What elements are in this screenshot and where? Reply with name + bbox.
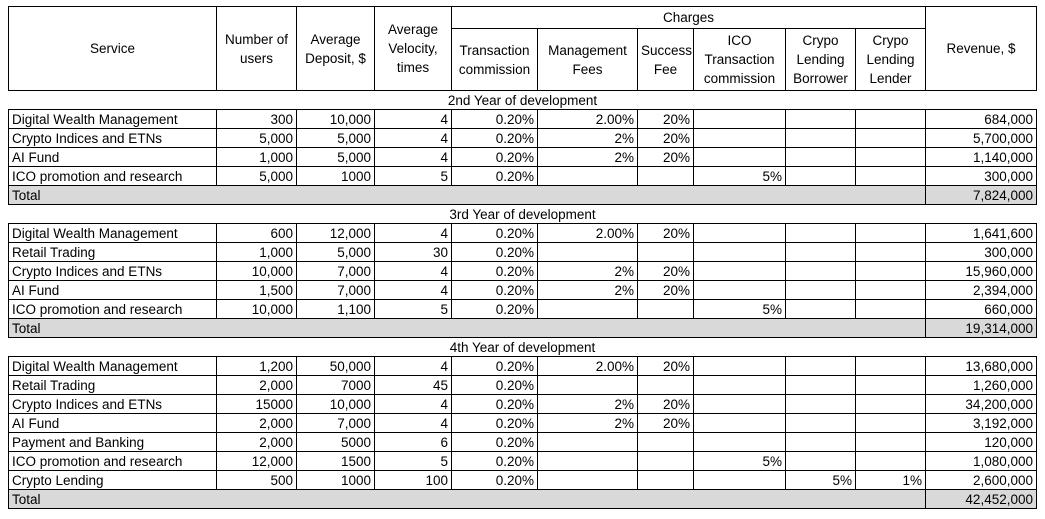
cell-success bbox=[638, 300, 694, 319]
table-row bbox=[9, 167, 1037, 186]
cell-borrower bbox=[786, 110, 856, 129]
cell-revenue: 1,260,000 bbox=[926, 376, 1037, 395]
cell-lender: 1% bbox=[856, 471, 926, 490]
cell-lender bbox=[856, 452, 926, 471]
cell-borrower bbox=[786, 357, 856, 376]
cell-deposit: 50,000 bbox=[297, 357, 375, 376]
table-header bbox=[9, 7, 1037, 91]
cell-deposit: 5,000 bbox=[297, 148, 375, 167]
cell-users: 1,000 bbox=[217, 148, 297, 167]
cell-ico bbox=[694, 224, 786, 243]
cell-revenue: 34,200,000 bbox=[926, 395, 1037, 414]
header-success: Success Fee bbox=[638, 29, 694, 91]
total-row bbox=[9, 319, 1037, 338]
cell-ico bbox=[694, 376, 786, 395]
cell-borrower bbox=[786, 167, 856, 186]
cell-velocity: 6 bbox=[375, 433, 452, 452]
cell-users: 2,000 bbox=[217, 376, 297, 395]
cell-revenue: 2,600,000 bbox=[926, 471, 1037, 490]
total-spacer bbox=[217, 186, 926, 205]
cell-borrower bbox=[786, 395, 856, 414]
cell-success: 20% bbox=[638, 110, 694, 129]
cell-deposit: 5000 bbox=[297, 433, 375, 452]
cell-revenue: 2,394,000 bbox=[926, 281, 1037, 300]
cell-lender bbox=[856, 300, 926, 319]
cell-deposit: 7,000 bbox=[297, 414, 375, 433]
table-row bbox=[9, 129, 1037, 148]
cell-revenue: 15,960,000 bbox=[926, 262, 1037, 281]
cell-velocity: 4 bbox=[375, 224, 452, 243]
cell-velocity: 5 bbox=[375, 300, 452, 319]
cell-success bbox=[638, 243, 694, 262]
cell-deposit: 5,000 bbox=[297, 243, 375, 262]
cell-transaction: 0.20% bbox=[452, 395, 538, 414]
cell-service: Digital Wealth Management bbox=[9, 357, 217, 376]
cell-success: 20% bbox=[638, 129, 694, 148]
header-service: Service bbox=[9, 7, 217, 91]
total-label: Total bbox=[9, 186, 217, 205]
cell-success bbox=[638, 452, 694, 471]
cell-velocity: 5 bbox=[375, 452, 452, 471]
cell-users: 10,000 bbox=[217, 262, 297, 281]
total-row bbox=[9, 490, 1037, 509]
table-row bbox=[9, 471, 1037, 490]
cell-users: 300 bbox=[217, 110, 297, 129]
cell-service: Crypto Lending bbox=[9, 471, 217, 490]
cell-transaction: 0.20% bbox=[452, 452, 538, 471]
cell-ico: 5% bbox=[694, 300, 786, 319]
cell-deposit: 7000 bbox=[297, 376, 375, 395]
cell-lender bbox=[856, 281, 926, 300]
cell-management: 2% bbox=[538, 148, 638, 167]
cell-borrower bbox=[786, 452, 856, 471]
cell-transaction: 0.20% bbox=[452, 167, 538, 186]
cell-deposit: 1000 bbox=[297, 471, 375, 490]
table-row bbox=[9, 281, 1037, 300]
cell-velocity: 4 bbox=[375, 129, 452, 148]
cell-lender bbox=[856, 414, 926, 433]
cell-service: ICO promotion and research bbox=[9, 167, 217, 186]
cell-deposit: 5,000 bbox=[297, 129, 375, 148]
cell-lender bbox=[856, 110, 926, 129]
cell-ico: 5% bbox=[694, 167, 786, 186]
header-deposit: Average Deposit, $ bbox=[297, 7, 375, 91]
cell-service: AI Fund bbox=[9, 148, 217, 167]
cell-revenue: 120,000 bbox=[926, 433, 1037, 452]
cell-management bbox=[538, 243, 638, 262]
cell-revenue: 300,000 bbox=[926, 243, 1037, 262]
section-title: 2nd Year of development bbox=[9, 91, 1037, 110]
header-management: Management Fees bbox=[538, 29, 638, 91]
cell-success: 20% bbox=[638, 262, 694, 281]
cell-lender bbox=[856, 243, 926, 262]
header-velocity: Average Velocity, times bbox=[375, 7, 452, 91]
cell-management: 2% bbox=[538, 281, 638, 300]
cell-borrower bbox=[786, 148, 856, 167]
cell-users: 2,000 bbox=[217, 414, 297, 433]
cell-borrower bbox=[786, 243, 856, 262]
cell-management: 2.00% bbox=[538, 224, 638, 243]
cell-borrower bbox=[786, 376, 856, 395]
cell-success: 20% bbox=[638, 414, 694, 433]
total-value: 19,314,000 bbox=[926, 319, 1037, 338]
section-title: 3rd Year of development bbox=[9, 205, 1037, 224]
cell-ico bbox=[694, 357, 786, 376]
cell-velocity: 4 bbox=[375, 262, 452, 281]
cell-management bbox=[538, 300, 638, 319]
total-label: Total bbox=[9, 490, 217, 509]
table-body bbox=[9, 91, 1037, 509]
cell-velocity: 45 bbox=[375, 376, 452, 395]
cell-service: ICO promotion and research bbox=[9, 300, 217, 319]
cell-transaction: 0.20% bbox=[452, 110, 538, 129]
cell-revenue: 1,140,000 bbox=[926, 148, 1037, 167]
cell-service: Retail Trading bbox=[9, 376, 217, 395]
cell-service: AI Fund bbox=[9, 281, 217, 300]
cell-ico bbox=[694, 281, 786, 300]
cell-velocity: 4 bbox=[375, 357, 452, 376]
cell-success: 20% bbox=[638, 357, 694, 376]
cell-service: Crypto Indices and ETNs bbox=[9, 129, 217, 148]
cell-management bbox=[538, 376, 638, 395]
section-title-row bbox=[9, 91, 1037, 110]
cell-ico bbox=[694, 243, 786, 262]
cell-service: Digital Wealth Management bbox=[9, 224, 217, 243]
cell-velocity: 100 bbox=[375, 471, 452, 490]
cell-deposit: 1500 bbox=[297, 452, 375, 471]
cell-velocity: 4 bbox=[375, 395, 452, 414]
cell-users: 1,000 bbox=[217, 243, 297, 262]
cell-deposit: 1,100 bbox=[297, 300, 375, 319]
cell-management bbox=[538, 452, 638, 471]
cell-borrower bbox=[786, 433, 856, 452]
cell-revenue: 13,680,000 bbox=[926, 357, 1037, 376]
cell-ico bbox=[694, 129, 786, 148]
revenue-table bbox=[8, 6, 1037, 509]
cell-success: 20% bbox=[638, 224, 694, 243]
header-charges: Charges bbox=[452, 7, 926, 29]
cell-transaction: 0.20% bbox=[452, 433, 538, 452]
cell-transaction: 0.20% bbox=[452, 300, 538, 319]
table-row bbox=[9, 110, 1037, 129]
total-value: 42,452,000 bbox=[926, 490, 1037, 509]
cell-lender bbox=[856, 433, 926, 452]
cell-transaction: 0.20% bbox=[452, 471, 538, 490]
cell-velocity: 4 bbox=[375, 148, 452, 167]
total-value: 7,824,000 bbox=[926, 186, 1037, 205]
cell-service: Payment and Banking bbox=[9, 433, 217, 452]
cell-success bbox=[638, 433, 694, 452]
cell-success bbox=[638, 471, 694, 490]
cell-ico bbox=[694, 148, 786, 167]
cell-deposit: 1000 bbox=[297, 167, 375, 186]
header-revenue: Revenue, $ bbox=[926, 7, 1037, 91]
cell-transaction: 0.20% bbox=[452, 414, 538, 433]
cell-lender bbox=[856, 167, 926, 186]
total-spacer bbox=[217, 319, 926, 338]
cell-transaction: 0.20% bbox=[452, 129, 538, 148]
cell-users: 1,200 bbox=[217, 357, 297, 376]
cell-lender bbox=[856, 262, 926, 281]
cell-borrower bbox=[786, 281, 856, 300]
header-borrower: Crypo Lending Borrower bbox=[786, 29, 856, 91]
cell-velocity: 4 bbox=[375, 414, 452, 433]
cell-transaction: 0.20% bbox=[452, 148, 538, 167]
table-row bbox=[9, 300, 1037, 319]
cell-velocity: 5 bbox=[375, 167, 452, 186]
header-transaction: Transaction commission bbox=[452, 29, 538, 91]
cell-service: Retail Trading bbox=[9, 243, 217, 262]
cell-users: 2,000 bbox=[217, 433, 297, 452]
cell-users: 600 bbox=[217, 224, 297, 243]
section-title-row bbox=[9, 205, 1037, 224]
cell-borrower bbox=[786, 129, 856, 148]
cell-revenue: 5,700,000 bbox=[926, 129, 1037, 148]
total-label: Total bbox=[9, 319, 217, 338]
cell-service: ICO promotion and research bbox=[9, 452, 217, 471]
cell-velocity: 4 bbox=[375, 281, 452, 300]
cell-users: 15000 bbox=[217, 395, 297, 414]
cell-transaction: 0.20% bbox=[452, 243, 538, 262]
cell-ico bbox=[694, 471, 786, 490]
cell-success: 20% bbox=[638, 395, 694, 414]
section-title-row bbox=[9, 338, 1037, 357]
cell-ico: 5% bbox=[694, 452, 786, 471]
header-users: Number of users bbox=[217, 7, 297, 91]
cell-management bbox=[538, 167, 638, 186]
cell-deposit: 12,000 bbox=[297, 224, 375, 243]
cell-transaction: 0.20% bbox=[452, 357, 538, 376]
cell-ico bbox=[694, 395, 786, 414]
table-row bbox=[9, 376, 1037, 395]
cell-management: 2% bbox=[538, 395, 638, 414]
cell-lender bbox=[856, 224, 926, 243]
cell-borrower bbox=[786, 262, 856, 281]
cell-management: 2% bbox=[538, 414, 638, 433]
revenue-spreadsheet bbox=[8, 6, 1036, 509]
cell-success bbox=[638, 376, 694, 395]
cell-success bbox=[638, 167, 694, 186]
cell-management: 2% bbox=[538, 262, 638, 281]
cell-ico bbox=[694, 433, 786, 452]
cell-borrower: 5% bbox=[786, 471, 856, 490]
cell-revenue: 684,000 bbox=[926, 110, 1037, 129]
cell-revenue: 3,192,000 bbox=[926, 414, 1037, 433]
table-row bbox=[9, 395, 1037, 414]
cell-management: 2.00% bbox=[538, 357, 638, 376]
cell-borrower bbox=[786, 414, 856, 433]
section-title: 4th Year of development bbox=[9, 338, 1037, 357]
cell-ico bbox=[694, 110, 786, 129]
cell-users: 1,500 bbox=[217, 281, 297, 300]
total-row bbox=[9, 186, 1037, 205]
table-row bbox=[9, 262, 1037, 281]
cell-lender bbox=[856, 357, 926, 376]
header-lender: Crypo Lending Lender bbox=[856, 29, 926, 91]
cell-ico bbox=[694, 414, 786, 433]
table-row bbox=[9, 243, 1037, 262]
cell-velocity: 4 bbox=[375, 110, 452, 129]
cell-transaction: 0.20% bbox=[452, 281, 538, 300]
cell-revenue: 660,000 bbox=[926, 300, 1037, 319]
cell-revenue: 1,080,000 bbox=[926, 452, 1037, 471]
cell-deposit: 7,000 bbox=[297, 262, 375, 281]
cell-users: 12,000 bbox=[217, 452, 297, 471]
cell-lender bbox=[856, 376, 926, 395]
cell-success: 20% bbox=[638, 281, 694, 300]
table-row bbox=[9, 357, 1037, 376]
cell-management bbox=[538, 433, 638, 452]
cell-transaction: 0.20% bbox=[452, 262, 538, 281]
cell-service: Digital Wealth Management bbox=[9, 110, 217, 129]
cell-management: 2% bbox=[538, 129, 638, 148]
cell-lender bbox=[856, 129, 926, 148]
cell-ico bbox=[694, 262, 786, 281]
cell-users: 10,000 bbox=[217, 300, 297, 319]
cell-success: 20% bbox=[638, 148, 694, 167]
cell-lender bbox=[856, 395, 926, 414]
table-row bbox=[9, 224, 1037, 243]
table-row bbox=[9, 452, 1037, 471]
cell-deposit: 10,000 bbox=[297, 395, 375, 414]
cell-management bbox=[538, 471, 638, 490]
cell-transaction: 0.20% bbox=[452, 376, 538, 395]
cell-velocity: 30 bbox=[375, 243, 452, 262]
total-spacer bbox=[217, 490, 926, 509]
cell-borrower bbox=[786, 224, 856, 243]
cell-lender bbox=[856, 148, 926, 167]
cell-deposit: 7,000 bbox=[297, 281, 375, 300]
cell-revenue: 300,000 bbox=[926, 167, 1037, 186]
table-row bbox=[9, 148, 1037, 167]
cell-service: Crypto Indices and ETNs bbox=[9, 262, 217, 281]
cell-users: 5,000 bbox=[217, 129, 297, 148]
cell-users: 500 bbox=[217, 471, 297, 490]
cell-management: 2.00% bbox=[538, 110, 638, 129]
table-row bbox=[9, 414, 1037, 433]
cell-deposit: 10,000 bbox=[297, 110, 375, 129]
cell-users: 5,000 bbox=[217, 167, 297, 186]
header-ico: ICO Transaction commission bbox=[694, 29, 786, 91]
cell-revenue: 1,641,600 bbox=[926, 224, 1037, 243]
cell-borrower bbox=[786, 300, 856, 319]
cell-service: Crypto Indices and ETNs bbox=[9, 395, 217, 414]
cell-service: AI Fund bbox=[9, 414, 217, 433]
table-row bbox=[9, 433, 1037, 452]
cell-transaction: 0.20% bbox=[452, 224, 538, 243]
